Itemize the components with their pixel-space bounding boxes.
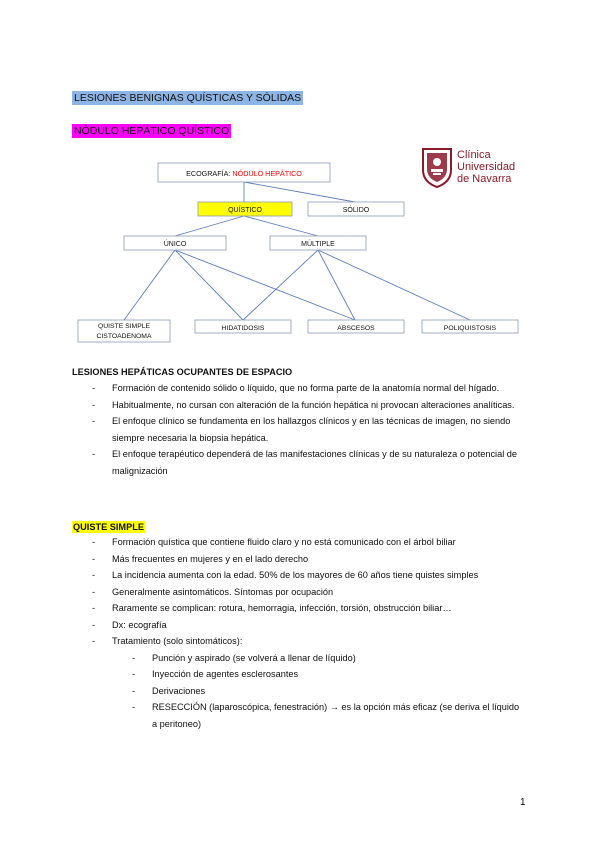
dash-marker: - (92, 570, 96, 580)
node-quiste-simple-line1: QUISTE SIMPLE (97, 323, 151, 330)
logo-line3: de Navarra (457, 173, 512, 185)
node-solido (308, 202, 404, 216)
list-item-text: El enfoque clínico se fundamenta en los hallazgos clínicos y en las técnicas de imagen, no siendo siempre necesaria la biopsia hepática. (112, 416, 511, 443)
svg-text:ECOGRAFÍA: NÓDULO HEPÁTICO (186, 169, 302, 178)
sub-list-item-text: Inyección de agentes esclerosantes (152, 669, 299, 679)
node-poliquistosis (422, 320, 518, 333)
node-quistico-label: QUÍSTICO (228, 207, 262, 214)
dash-marker: - (92, 399, 96, 410)
list-item (92, 567, 522, 584)
dash-marker: - (132, 685, 136, 696)
list-item (92, 617, 522, 634)
logo-line1: Clínica (457, 149, 491, 161)
sub-list-item (132, 650, 522, 667)
dash-marker: - (92, 603, 96, 613)
dash-marker: - (92, 586, 96, 597)
section1-heading: LESIONES HEPÁTICAS OCUPANTES DE ESPACIO (72, 367, 293, 377)
dash-marker: - (92, 416, 96, 426)
node-unico-label: ÚNICO (163, 241, 187, 248)
flowchart-connectors (124, 182, 470, 320)
list-item (92, 446, 522, 479)
document-title: LESIONES BENIGNAS QUÍSTICAS Y SÓLIDAS (74, 92, 302, 104)
list-item-text: El enfoque terapéutico dependerá de las manifestaciones clínicas y de su naturaleza o potencial de malignización (112, 449, 518, 476)
dash-marker: - (92, 619, 96, 630)
node-root-prefix: ECOGRAFÍA: (186, 169, 233, 178)
node-root-highlight: NÓDULO HEPÁTICO (232, 169, 302, 178)
dash-marker: - (92, 537, 96, 547)
list-item-text: La incidencia aumenta con la edad. 50% de los mayores de 60 años tiene quistes simples (112, 570, 479, 580)
logo-line2: Universidad (457, 161, 516, 173)
list-item (92, 534, 522, 551)
section2-list (92, 534, 522, 732)
dash-marker: - (92, 383, 96, 393)
node-hidatidosis (195, 320, 291, 333)
dash-marker: - (92, 449, 96, 459)
list-item (92, 633, 522, 650)
node-quistico (198, 202, 292, 216)
node-solido-label: SÓLIDO (342, 207, 370, 214)
list-item-text: Generalmente asintomáticos. Síntomas por ocupación (112, 586, 334, 597)
dash-marker: - (132, 702, 136, 712)
sub-list-item-text: Punción y aspirado (se volverá a llenar de líquido) (152, 652, 356, 663)
node-quiste-simple (78, 320, 170, 342)
diagnostic-flowchart (0, 0, 600, 350)
list-item-text: Formación de contenido sólido o líquido, que no forma parte de la anatomía normal del hígado. (112, 383, 500, 393)
list-item-text: Formación quística que contiene fluido claro y no está comunicado con el árbol biliar (112, 537, 456, 547)
dash-marker: - (132, 652, 136, 663)
list-item (92, 600, 522, 617)
dash-marker: - (92, 636, 96, 646)
list-item (92, 584, 522, 601)
list-item (92, 380, 522, 397)
node-abscesos (308, 320, 404, 333)
section1-list (92, 380, 522, 479)
dash-marker: - (92, 553, 96, 564)
list-item-text: Habitualmente, no cursan con alteración de la función hepática ni provocan alteraciones analíticas. (112, 399, 515, 410)
list-item-text: Más frecuentes en mujeres y en el lado derecho (112, 553, 309, 564)
list-item-text: Dx: ecografía (112, 619, 167, 630)
page-number: 1 (520, 797, 526, 808)
list-item (92, 551, 522, 568)
node-hidatidosis-label: HIDATIDOSIS (221, 325, 265, 332)
list-item-text: Tratamiento (solo sintomáticos): (112, 636, 243, 646)
dash-marker: - (132, 669, 136, 679)
sub-list-item (132, 683, 522, 700)
node-abscesos-label: ABSCESOS (337, 325, 375, 332)
list-item-text: Raramente se complican: rotura, hemorragia, infección, torsión, obstrucción biliar… (112, 603, 452, 613)
node-quiste-simple-line2: CISTOADENOMA (96, 333, 152, 340)
sub-list-item (132, 699, 522, 732)
sub-list-item (132, 666, 522, 683)
node-multiple (270, 236, 366, 250)
node-poliquistosis-label: POLIQUISTOSIS (443, 325, 497, 332)
sub-list-item-text: Derivaciones (152, 685, 206, 696)
section-subtitle: NÓDULO HEPÁTICO QUÍSTICO (74, 125, 230, 137)
list-item (92, 413, 522, 446)
node-unico (124, 236, 226, 250)
node-root (158, 163, 330, 182)
list-item (92, 397, 522, 414)
node-multiple-label: MÚLTIPLE (301, 241, 335, 248)
sub-list-item-text: RESECCIÓN (laparoscópica, fenestración) → es la opción más eficaz (se deriva el líquido a peritoneo) (152, 702, 520, 729)
section2-heading: QUISTE SIMPLE (73, 522, 144, 532)
